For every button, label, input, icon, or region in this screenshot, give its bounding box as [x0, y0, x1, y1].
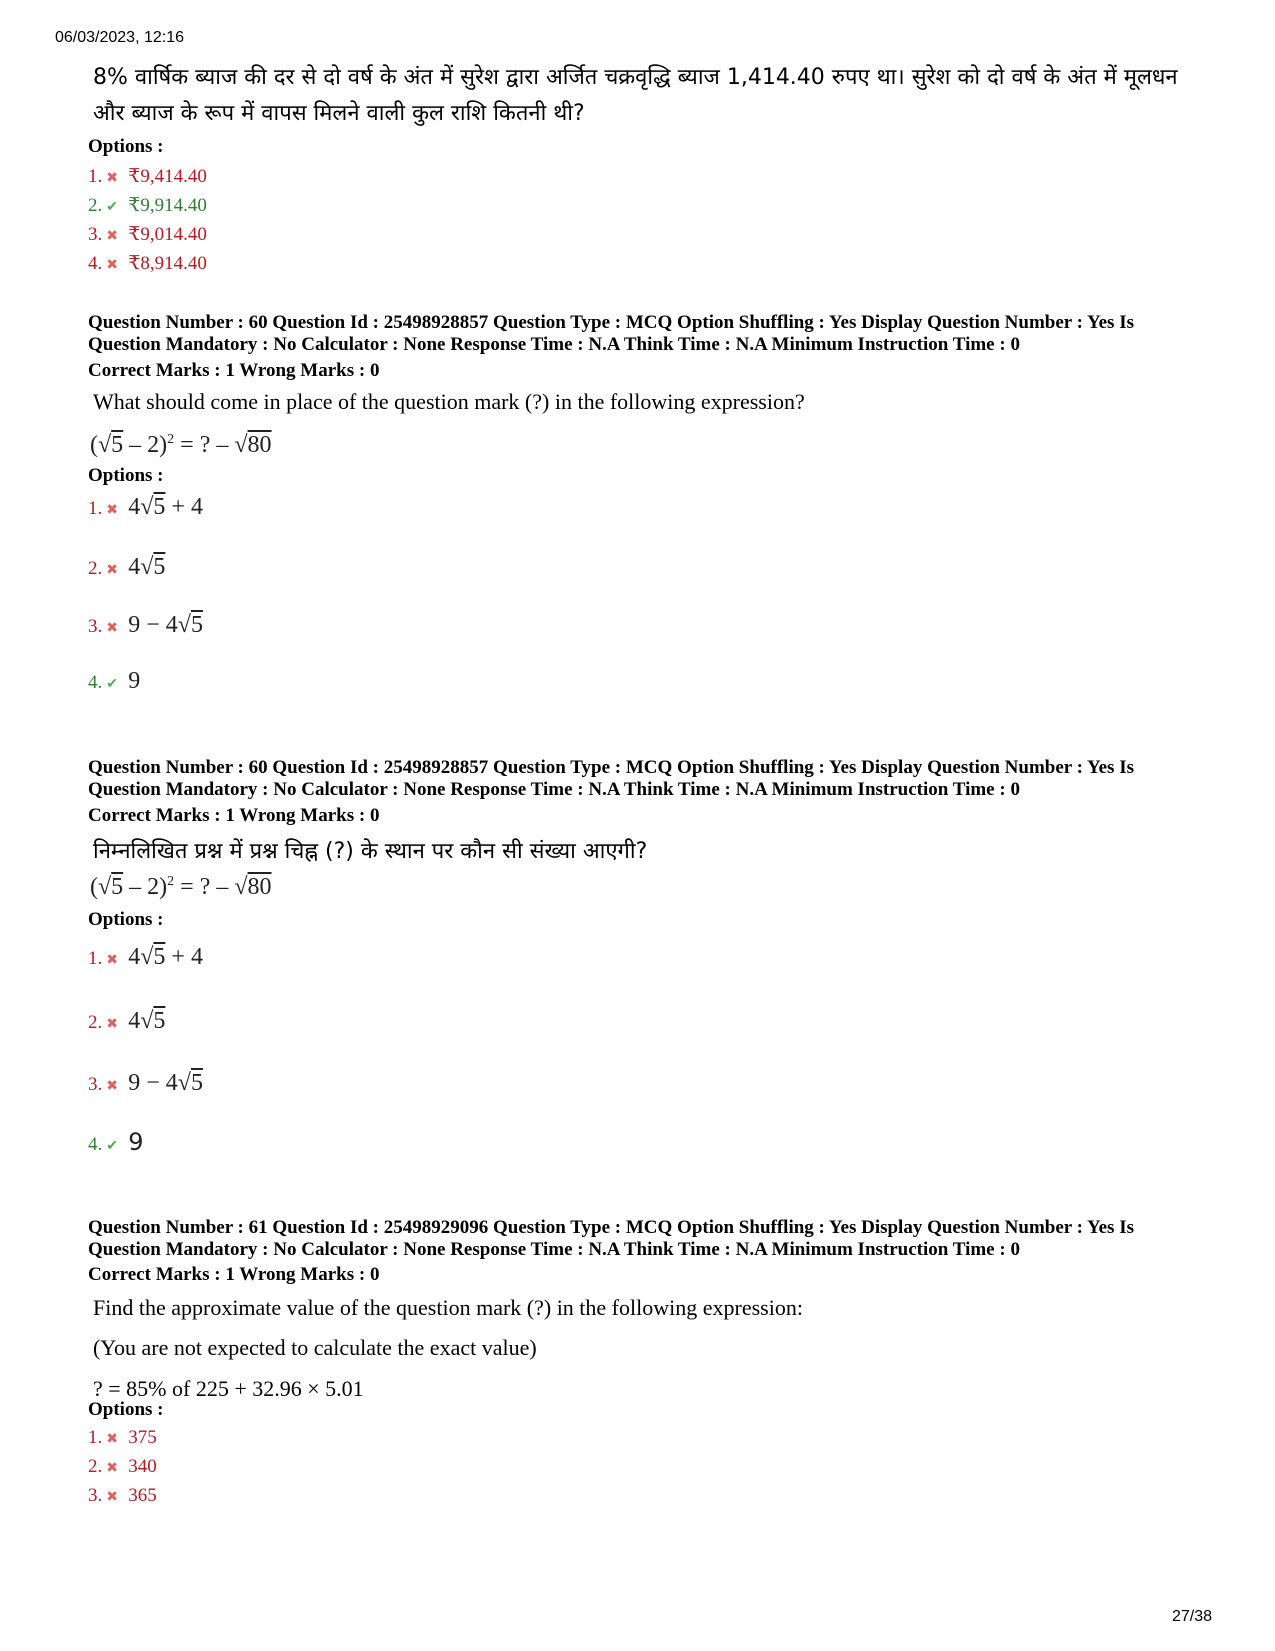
option-2 [88, 1008, 165, 1035]
option-radicand: 5 [190, 612, 203, 638]
question-text-hindi: 8% वार्षिक ब्याज की दर से दो वर्ष के अंत में सुरेश द्वारा अर्जित चक्रवृद्धि ब्याज 1,414.40 रुपए था। सुरेश को दो वर्ष के अंत में मूलधन और ब्याज के रूप में वापस मिलने वाली कुल राशि कितनी थी? [93, 65, 1178, 126]
option-number: 1. [88, 948, 103, 969]
expr-part: – 2) [123, 874, 168, 900]
option-radicand: 5 [190, 1070, 203, 1096]
option-3 [88, 1485, 157, 1507]
option-value [128, 944, 203, 970]
marks-line: Correct Marks : 1 Wrong Marks : 0 [88, 805, 380, 826]
option-1 [88, 1427, 157, 1449]
question-meta-line-1: Question Number : 61 Question Id : 25498929096 Question Type : MCQ Option Shuffling : Yes Display Question Number : Yes Is [88, 1217, 1134, 1238]
print-timestamp: 06/03/2023, 12:16 [55, 29, 185, 46]
option-value [128, 1008, 165, 1034]
option-4 [88, 252, 207, 275]
option-value [128, 1070, 203, 1096]
option-2 [88, 554, 165, 581]
option-part: 4√ [128, 944, 154, 970]
question-meta [88, 757, 1203, 801]
cross-icon: ✖ [106, 1079, 118, 1094]
option-2 [88, 1456, 157, 1478]
option-value: ₹9,014.40 [128, 224, 207, 245]
option-number: 1. [88, 1427, 103, 1448]
option-2 [88, 194, 207, 217]
option-radicand: 5 [153, 944, 166, 970]
expr-radicand: 5 [111, 874, 124, 900]
question-expression [90, 432, 272, 459]
options-label: Options : [88, 136, 164, 157]
check-icon: ✔ [106, 1139, 118, 1154]
question-meta [88, 1217, 1203, 1261]
options-label: Options : [88, 1399, 164, 1420]
option-value: 365 [128, 1485, 157, 1506]
option-3 [88, 612, 203, 639]
expr-exponent: 2 [167, 432, 175, 447]
expr-part: = ? – √ [174, 432, 248, 458]
option-number: 2. [88, 1012, 103, 1033]
expr-part: = ? – √ [174, 874, 248, 900]
option-part: + 4 [165, 944, 203, 970]
option-radicand: 5 [153, 1008, 166, 1034]
option-number: 1. [88, 166, 103, 187]
question-meta-line-1: Question Number : 60 Question Id : 25498928857 Question Type : MCQ Option Shuffling : Yes Display Question Number : Yes Is [88, 312, 1134, 333]
option-number: 4. [88, 672, 103, 693]
option-3 [88, 1070, 203, 1097]
option-number: 4. [88, 253, 103, 274]
option-number: 4. [88, 1134, 103, 1155]
option-1 [88, 165, 207, 188]
cross-icon: ✖ [106, 229, 118, 244]
option-value: ₹9,414.40 [128, 166, 207, 187]
option-number: 2. [88, 558, 103, 579]
option-value: ₹8,914.40 [128, 253, 207, 274]
option-4 [88, 1128, 144, 1156]
cross-icon: ✖ [106, 563, 118, 578]
cross-icon: ✖ [106, 1490, 118, 1505]
question-meta-line-2: Question Mandatory : No Calculator : None Response Time : N.A Think Time : N.A Minimum Instruction Time : 0 [88, 334, 1020, 355]
cross-icon: ✖ [106, 621, 118, 636]
option-value: 9 [128, 1128, 144, 1156]
option-part: 9 − 4√ [128, 1070, 191, 1096]
option-number: 3. [88, 224, 103, 245]
option-value [128, 612, 203, 638]
question-meta-line-2: Question Mandatory : No Calculator : None Response Time : N.A Think Time : N.A Minimum Instruction Time : 0 [88, 779, 1020, 800]
question-meta-line-2: Question Mandatory : No Calculator : None Response Time : N.A Think Time : N.A Minimum Instruction Time : 0 [88, 1239, 1020, 1260]
question-text-hindi: निम्नलिखित प्रश्न में प्रश्न चिह्न (?) के स्थान पर कौन सी संख्या आएगी? [93, 839, 648, 864]
option-value: 9 [128, 668, 141, 694]
option-4 [88, 668, 140, 695]
option-number: 3. [88, 1074, 103, 1095]
cross-icon: ✖ [106, 1017, 118, 1032]
marks-line: Correct Marks : 1 Wrong Marks : 0 [88, 360, 380, 381]
option-part: 4√ [128, 494, 154, 520]
option-value: 340 [128, 1456, 157, 1477]
question-text: What should come in place of the question mark (?) in the following expression? [93, 389, 805, 414]
cross-icon: ✖ [106, 171, 118, 186]
option-number: 3. [88, 616, 103, 637]
option-part: + 4 [165, 494, 203, 520]
cross-icon: ✖ [106, 258, 118, 273]
expr-exponent: 2 [167, 874, 175, 889]
option-value: ₹9,914.40 [128, 195, 207, 216]
cross-icon: ✖ [106, 953, 118, 968]
expr-radicand: 80 [247, 874, 272, 900]
question-meta-line-1: Question Number : 60 Question Id : 25498928857 Question Type : MCQ Option Shuffling : Yes Display Question Number : Yes Is [88, 757, 1134, 778]
option-part: 4√ [128, 554, 154, 580]
option-number: 1. [88, 498, 103, 519]
option-part: 9 − 4√ [128, 612, 191, 638]
question-text: Find the approximate value of the question mark (?) in the following expression: [93, 1295, 803, 1320]
option-radicand: 5 [153, 554, 166, 580]
option-value [128, 494, 203, 520]
page-number: 27/38 [1172, 1608, 1213, 1625]
option-radicand: 5 [153, 494, 166, 520]
option-value: 375 [128, 1427, 157, 1448]
expr-radicand: 5 [111, 432, 124, 458]
question-note: (You are not expected to calculate the exact value) [93, 1335, 537, 1360]
expr-part: (√ [90, 874, 112, 900]
cross-icon: ✖ [106, 1432, 118, 1447]
options-label: Options : [88, 465, 164, 486]
check-icon: ✔ [106, 200, 118, 215]
options-label: Options : [88, 909, 164, 930]
question-meta [88, 312, 1203, 356]
option-number: 2. [88, 1456, 103, 1477]
question-expression [90, 874, 272, 901]
expr-part: – 2) [123, 432, 168, 458]
cross-icon: ✖ [106, 503, 118, 518]
expr-part: (√ [90, 432, 112, 458]
check-icon: ✔ [106, 677, 118, 692]
marks-line: Correct Marks : 1 Wrong Marks : 0 [88, 1264, 380, 1285]
question-expression: ? = 85% of 225 + 32.96 × 5.01 [93, 1376, 364, 1401]
option-1 [88, 944, 203, 971]
cross-icon: ✖ [106, 1461, 118, 1476]
option-value [128, 554, 165, 580]
expr-radicand: 80 [247, 432, 272, 458]
option-part: 4√ [128, 1008, 154, 1034]
option-number: 2. [88, 195, 103, 216]
option-1 [88, 494, 203, 521]
option-3 [88, 223, 207, 246]
option-number: 3. [88, 1485, 103, 1506]
